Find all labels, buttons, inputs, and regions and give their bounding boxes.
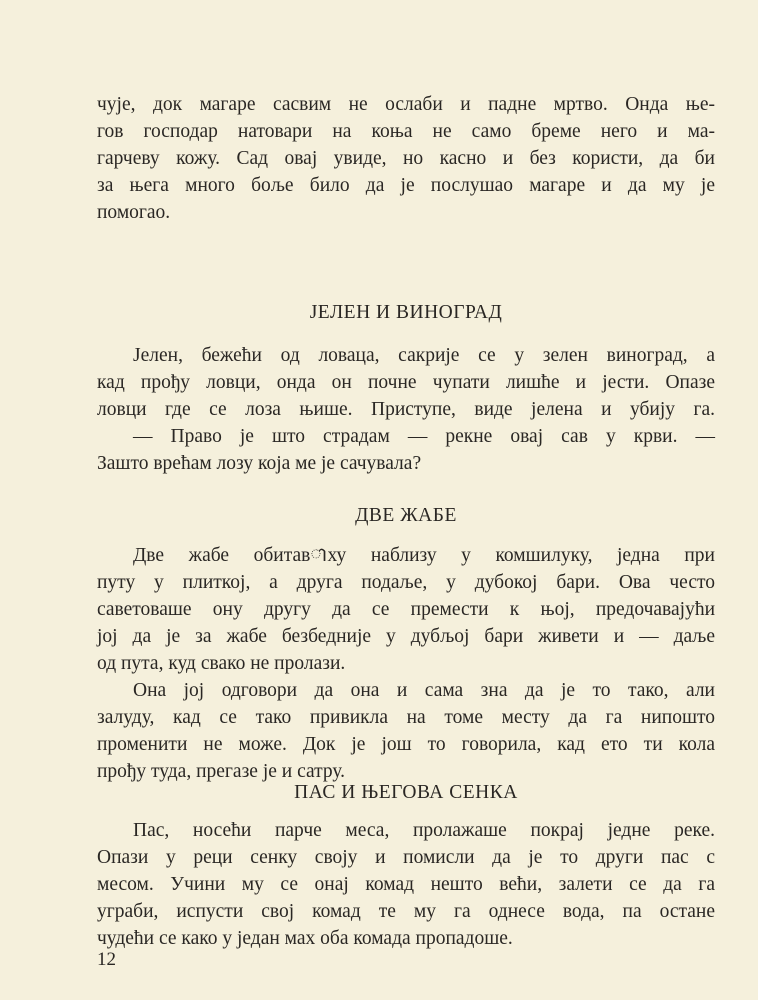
story-title-zhabe: ДВЕ ЖАБЕ	[355, 505, 457, 526]
text-line: саветоваше ону другу да се премести к њој, предочавајући	[97, 599, 715, 620]
text-line: Две жабе обитавាху наблизу у комшилуку, једна при	[133, 545, 715, 566]
page-number: 12	[97, 949, 116, 970]
text-line: месом. Учини му се онај комад нешто већи, залети се да га	[97, 874, 715, 895]
text-line: путу у плиткој, а друга подаље, у дубокој бари. Ова често	[97, 572, 715, 593]
text-line: Опази у реци сенку своју и помисли да је то други пас с	[97, 847, 715, 868]
text-line: гов господар натовари на коња не само бреме него и ма-	[97, 121, 715, 142]
text-line: Јелен, бежећи од ловаца, сакрије се у зелен виноград, а	[133, 345, 715, 366]
text-line: Пас, носећи парче меса, пролажаше покрај једне реке.	[133, 820, 715, 841]
text-line: променити не може. Док је још то говорила, кад ето ти кола	[97, 734, 715, 755]
story-body-jelen	[97, 342, 715, 477]
story-body-zhabe	[97, 542, 715, 785]
text-line: чудећи се како у један мах оба комада пропадоше.	[97, 928, 513, 949]
story-title-jelen: ЈЕЛЕН И ВИНОГРАД	[309, 302, 503, 323]
text-line: залуду, кад се тако привикла на томе месту да га нипошто	[97, 707, 715, 728]
text-line: за њега много боље било да је послушао магаре и да му је	[97, 175, 715, 196]
text-line: гарчеву кожу. Сад овај увиде, но касно и без користи, да би	[97, 148, 715, 169]
text-line: јој да је за жабе безбедније у дубљој бари живети и — даље	[97, 626, 715, 647]
text-line: чује, док магаре сасвим не ослаби и падне мртво. Онда ње-	[97, 94, 715, 115]
text-line: ловци где се лоза њише. Приступе, виде јелена и убију га.	[97, 399, 715, 420]
text-line: прођу туда, прегазе је и сатру.	[97, 761, 346, 782]
paragraph-continued	[97, 91, 715, 226]
text-line: Зашто врећам лозу која ме је сачувала?	[97, 453, 422, 474]
text-line: кад прођу ловци, онда он почне чупати лишће и јести. Опазе	[97, 372, 715, 393]
story-title-pas: ПАС И ЊЕГОВА СЕНКА	[294, 782, 518, 803]
text-line: уграби, испусти свој комад те му га однесе вода, па остане	[97, 901, 715, 922]
text-line: — Право је што страдам — рекне овај сав у крви. —	[133, 426, 715, 447]
text-line: од пута, куд свако не пролази.	[97, 653, 346, 674]
text-line: Она јој одговори да она и сама зна да је то тако, али	[133, 680, 715, 701]
story-body-pas	[97, 817, 715, 952]
text-line: помогао.	[97, 202, 171, 223]
